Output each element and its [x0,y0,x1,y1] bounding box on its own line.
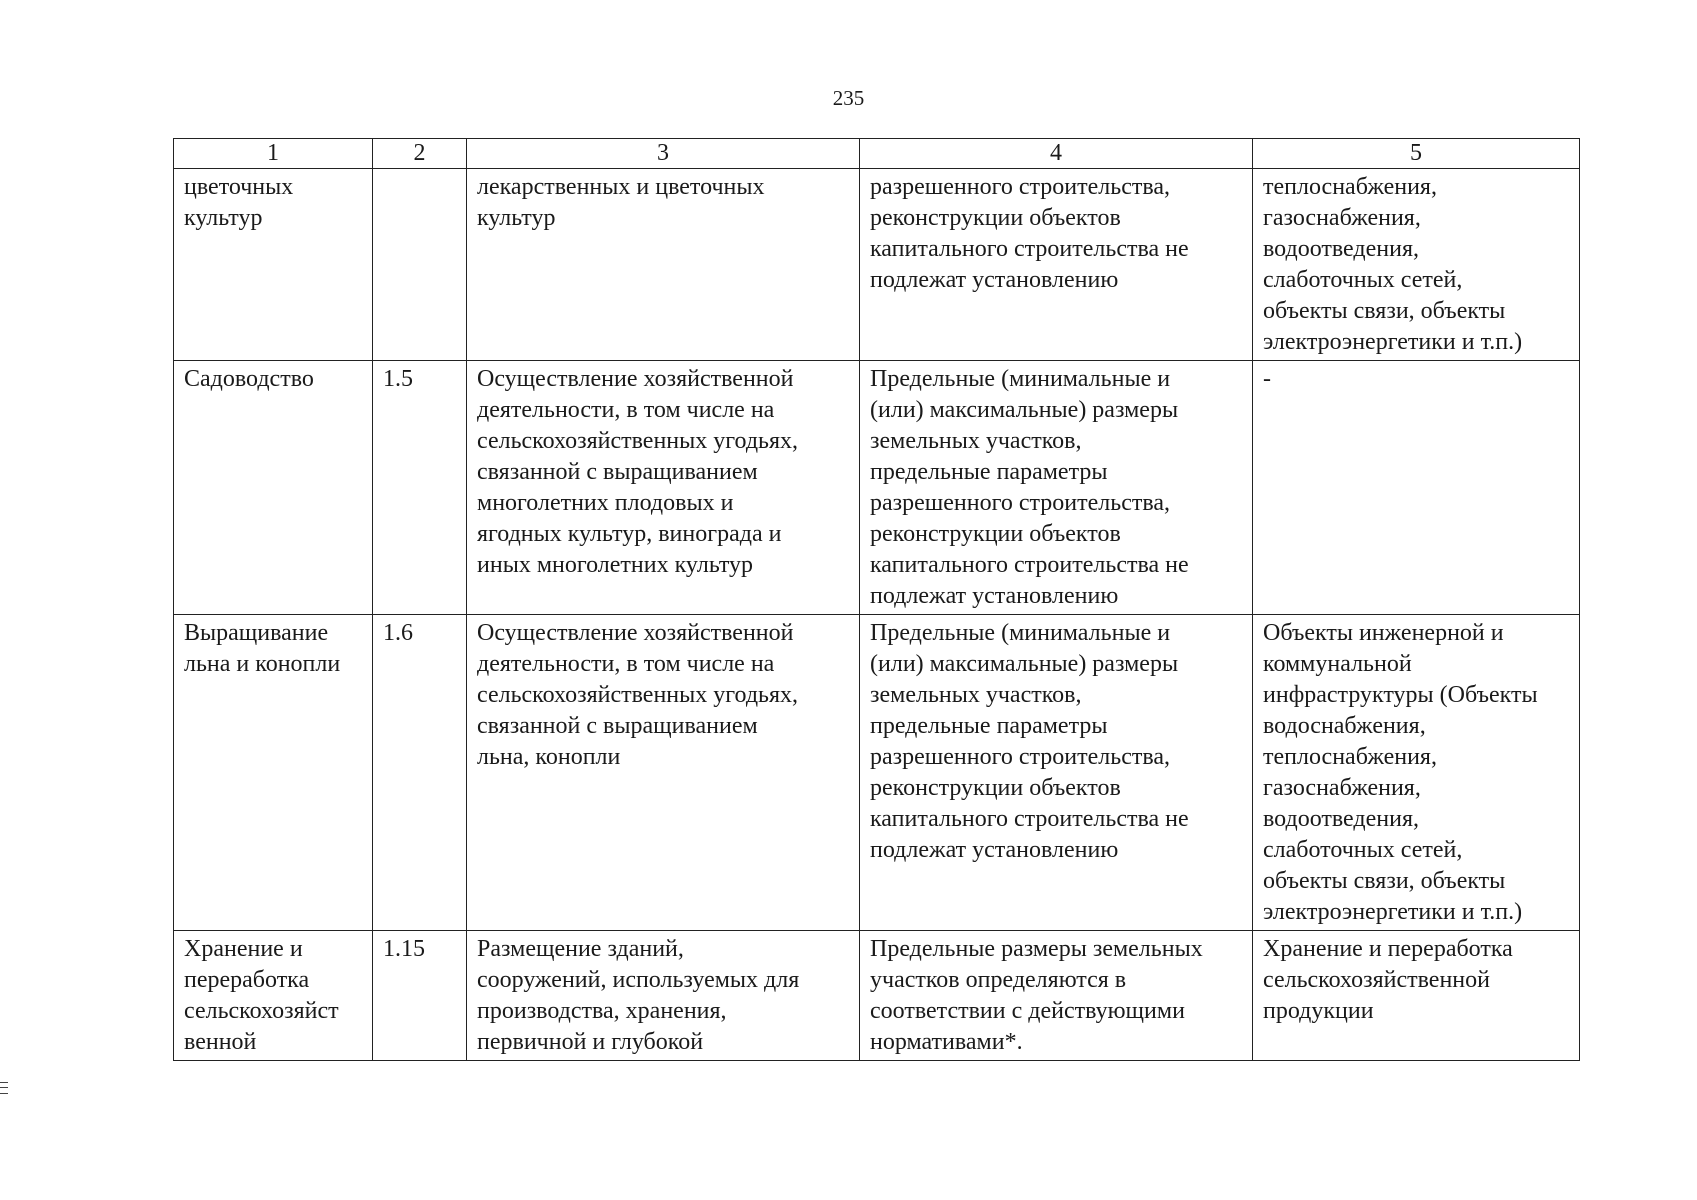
header-col-1: 1 [174,139,373,169]
cell-auxiliary-uses: - [1253,361,1580,615]
header-col-2: 2 [373,139,467,169]
table-header [174,139,1580,169]
cell-land-use-name: Садоводство [174,361,373,615]
cell-auxiliary-uses: теплоснабжения, газоснабжения, водоотведения, слаботочных сетей, объекты связи, объекты электроэнергетики и т.п.) [1253,169,1580,361]
cell-description: Осуществление хозяйственной деятельности, в том числе на сельскохозяйственных угодьях, связанной с выращиванием льна, конопли [467,615,860,931]
cell-description: Осуществление хозяйственной деятельности, в том числе на сельскохозяйственных угодьях, связанной с выращиванием многолетних плодовых и ягодных культур, винограда и иных многолетних культур [467,361,860,615]
cell-auxiliary-uses: Объекты инженерной и коммунальной инфраструктуры (Объекты водоснабжения, теплоснабжения, газоснабжения, водоотведения, слаботочных сетей, объекты связи, объекты электроэнергетики и т.п.) [1253,615,1580,931]
header-col-3: 3 [467,139,860,169]
land-use-table [173,138,1580,1061]
cell-code: 1.15 [373,931,467,1061]
cell-description: лекарственных и цветочных культур [467,169,860,361]
header-col-4: 4 [860,139,1253,169]
cell-parameters: разрешенного строительства, реконструкции объектов капитального строительства не подлежат установлению [860,169,1253,361]
cell-auxiliary-uses: Хранение и переработка сельскохозяйственной продукции [1253,931,1580,1061]
cell-land-use-name: цветочных культур [174,169,373,361]
header-row [174,139,1580,169]
table-row [174,931,1580,1061]
page-number: 235 [832,86,865,110]
scan-margin-mark [0,1082,8,1094]
cell-parameters: Предельные размеры земельных участков определяются в соответствии с действующими нормативами*. [860,931,1253,1061]
table-row [174,361,1580,615]
cell-code [373,169,467,361]
table-row [174,615,1580,931]
cell-land-use-name: Хранение и переработка сельскохозяйст венной [174,931,373,1061]
header-col-5: 5 [1253,139,1580,169]
cell-code: 1.5 [373,361,467,615]
cell-land-use-name: Выращивание льна и конопли [174,615,373,931]
cell-parameters: Предельные (минимальные и (или) максимальные) размеры земельных участков, предельные параметры разрешенного строительства, реконструкции объектов капитального строительства не подлежат установлению [860,615,1253,931]
cell-description: Размещение зданий, сооружений, используемых для производства, хранения, первичной и глубокой [467,931,860,1061]
table-row [174,169,1580,361]
cell-code: 1.6 [373,615,467,931]
cell-parameters: Предельные (минимальные и (или) максимальные) размеры земельных участков, предельные параметры разрешенного строительства, реконструкции объектов капитального строительства не подлежат установлению [860,361,1253,615]
table-body [174,169,1580,1061]
